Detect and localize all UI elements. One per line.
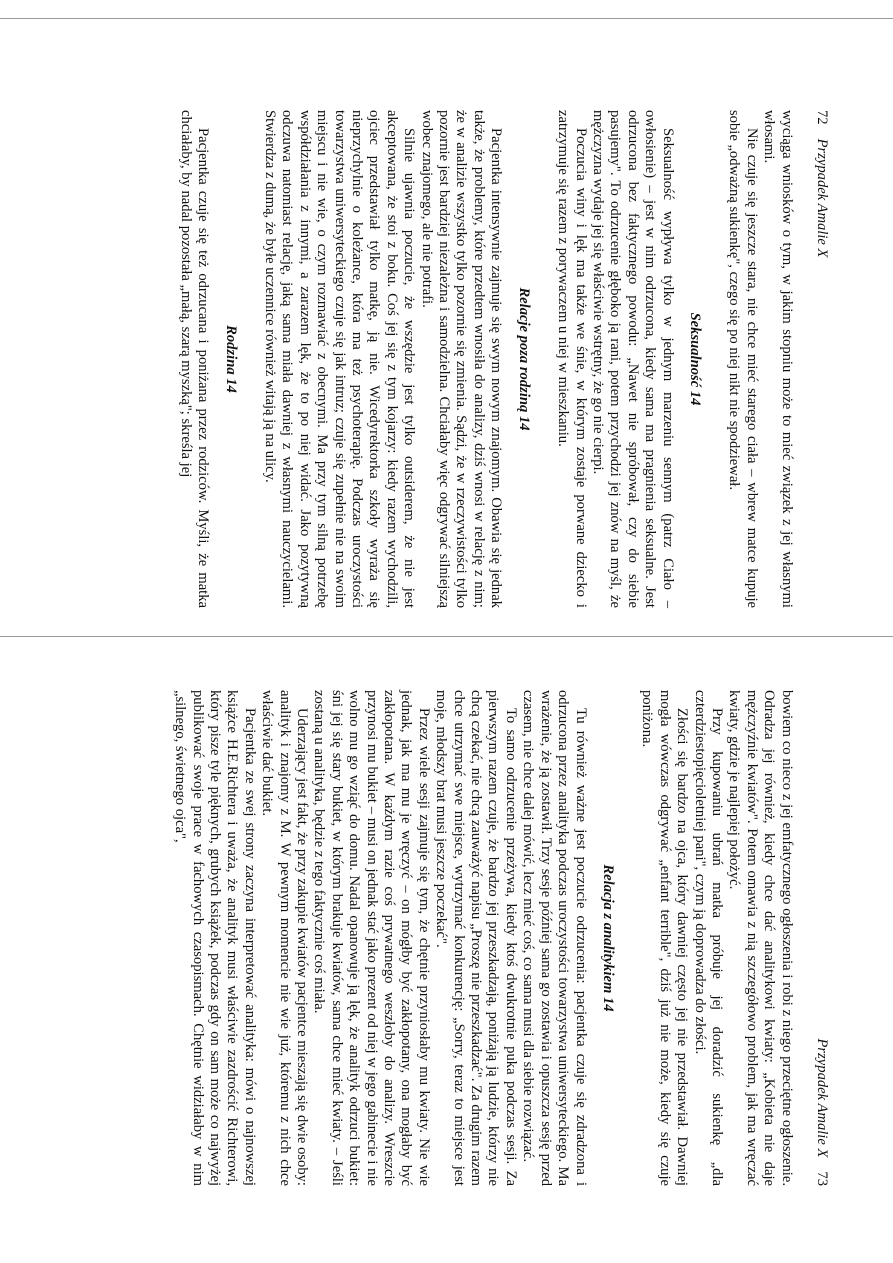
paragraph: Przez wiele sesji zajmuje się tym, że chętnie przyniosłaby mu kwiaty. Nie wie jednak, jak ma mu je wręczyć – on mógłby być zakłopotany, ona mogłaby być zakłopotana. W każdym razie coś prywatnego weszłoby do analizy. Wreszcie przynosi mu bukiet – musi on jednak stać jako prezent od niej w jego gabinecie i nie wolno mu go wziąć do domu. Nadal opanowuje ją lęk, że analityk odrzuci bukiet: śni jej się stary bukiet, w którym brakuje kwiatów, sama chce mieć kwiaty. – Jeśli zostaną u analityka, będzie z tego faktycznie coś miała. [311,690,432,1186]
left-page [176,110,830,608]
paragraph: Tu również ważne jest poczucie odrzucenia: pacjentka czuje się zdradzona i odrzucona przez analityka podczas uroczystości towarzystwa uniwersyteckiego. Ma wrażenie, że ją zostawił. Trzy sesje później sama go zostawia i opuszcza sesję przed czasem, nie chce dalej mówić, lecz mieć coś, co sama musi dla siebie rozwiązać. [520,690,589,1186]
paragraph: wyciąga wniosków o tym, w jakim stopniu może to mieć związek z jej własnymi włosami. [761,110,795,608]
left-page-content [176,110,794,608]
page-number: 73 [814,1171,830,1186]
running-title: Przypadek Amalie X [814,1038,830,1158]
paragraph: Seksualność wypływa tylko w jednym marzeniu sennym (patrz Ciało – owłosienie) – jest w nim odrzucona, kiedy sama ma pragnienia seksualne. Jest odrzucona bez faktycznego powodu: „Nawet nie spróbował, czy do siebie pasujemy". To odrzucenie głęboko ją rani, potem przychodzi jej znów na myśl, że mężczyzna wydaje jej się właściwie wstrętny, że go nie cierpi. [589,110,676,608]
scan-top-edge [0,18,893,19]
right-running-head [813,690,830,1186]
paragraph: Silnie ujawnia poczucie, że wszędzie jest tylko outsiderem, że nie jest akceptowana, że stoi z boku. Coś jej się z tym kojarzy: kiedy razem wychodzili, ojciec przedstawiał tylko matkę, ją nie. Wicedyrektorka szkoły wyraża się nieprzychylnie o koleżance, która ma też psychoterapię. Podczas uroczystości towarzystwa uniwersyteckiego czuje się jak intruz; czuje się zupełnie nie na swoim miejscu i nie wie, o czym rozmawiać z obecnymi. Ma przy tym silną potrzebę współdziałania z innymi, a zarazem lęk, że to po niej widać. Jako pozytywną odczuwa natomiast relację, jaką sama miała dawniej z własnymi nauczycielami. Stwierdza z dumą, że byłe uczennice również witają ją na ulicy. [262,110,418,608]
paragraph: Złości się bardzo na ojca, który dawniej często jej nie przedstawiał. Dawniej mogła wówczas odgrywać „enfant terrible", dziś już nie może, kiedy się czuje poniżona. [639,690,691,1186]
scan-fold-line [0,636,893,637]
paragraph: bowiem co nieco z jej emfatycznego ogłoszenia i robi z niego przeciętne ogłoszenie. Odradza jej również, kiedy chce dać analitykowi kwiaty: „Kobieta nie daje mężczyźnie kwiatów". Potem omawia z nią szczegółowo problem, jak ma wręczać kwiaty, gdzie je najlepiej położyć. [726,690,795,1186]
paragraph: To samo odrzucenie przeżywa, kiedy ktoś dwukrotnie puka podczas sesji. Za pierwszym razem czuje, że bardzo jej przeszkadzają, poniżają ją ludzie, którzy nie chcą czekać, nie chcą zauważyć napisu „Proszę nie przeszkadzać". Za drugim razem chce utrzymać swe miejsce, wytrzymać konkurencję: „Sorry, teraz to miejsce jest moje, młodszy brat musi jeszcze poczekać". [433,690,519,1186]
right-page [171,690,830,1186]
page-number: 72 [814,110,830,125]
running-title: Przypadek Amalie X [814,138,830,258]
section-heading: Rodzina 14 [222,325,239,393]
paragraph: Pacjentka ze swej strony zaczyna interpretować analityka: mówi o najnowszej książce H.E.Richtera i uważa, że analityk musi właściwie zazdrościć Richterowi, który pisze tyle pięknych, grubych książek, podczas gdy on sam może co najwyżej publikować swoje prace w fachowych czasopismach. Chętnie widziałaby w nim „silnego, świetnego ojca", [172,690,258,1186]
paragraph: Nie czuje się jeszcze stara, nie chce mieć starego ciała – wbrew matce kupuje sobie „odważną sukienkę", czego się po niej nikt nie spodziewał. [726,110,760,608]
paragraph: Poczucia winy i lęk ma także we śnie, w którym zostaje porwane dziecko i zatrzymuje się razem z porywaczem u niej w mieszkaniu. [555,110,589,608]
section-heading: Relacje poza rodziną 14 [515,287,532,431]
paragraph: Pacjentka czuje się też odrzucana i poniżana przez rodziców. Myśli, że matka chciałaby, by nadal pozostała „małą, szarą myszką"; skreśla jej [177,110,212,608]
section-heading: Relacja z analitykiem 14 [599,864,616,1012]
paragraph: Pacjentka intensywnie zajmuje się swym nowym znajomym. Obawia się jednak także, że problemy, które przedtem wnosiła do analizy, dziś wnosi w relację z nim; że w analizie wszystko tylko pozornie się zmienia. Sądzi, że w rzeczywistości tylko pozornie jest bardziej niezależna i samodzielna. Chciałaby więc odgrywać silniejszą wobec znajomego, ale nie potrafi. [418,110,505,608]
left-running-head [813,110,830,608]
paragraph: Uderzający jest fakt, że przy zakupie kwiatów pacjentce mieszają się dwie osoby: analityk i znajomy z M. W pewnym momencie nie wie już, któremu z nich chce właściwie dać bukiet. [259,690,311,1186]
right-page-content [171,690,795,1186]
section-heading: Seksualność 14 [686,312,703,406]
paragraph: Przy kupowaniu ubrań matka próbuje jej doradzić sukienkę „dla czterdziestopięcioletniej pani", czym ją doprowadza do złości. [691,690,725,1186]
